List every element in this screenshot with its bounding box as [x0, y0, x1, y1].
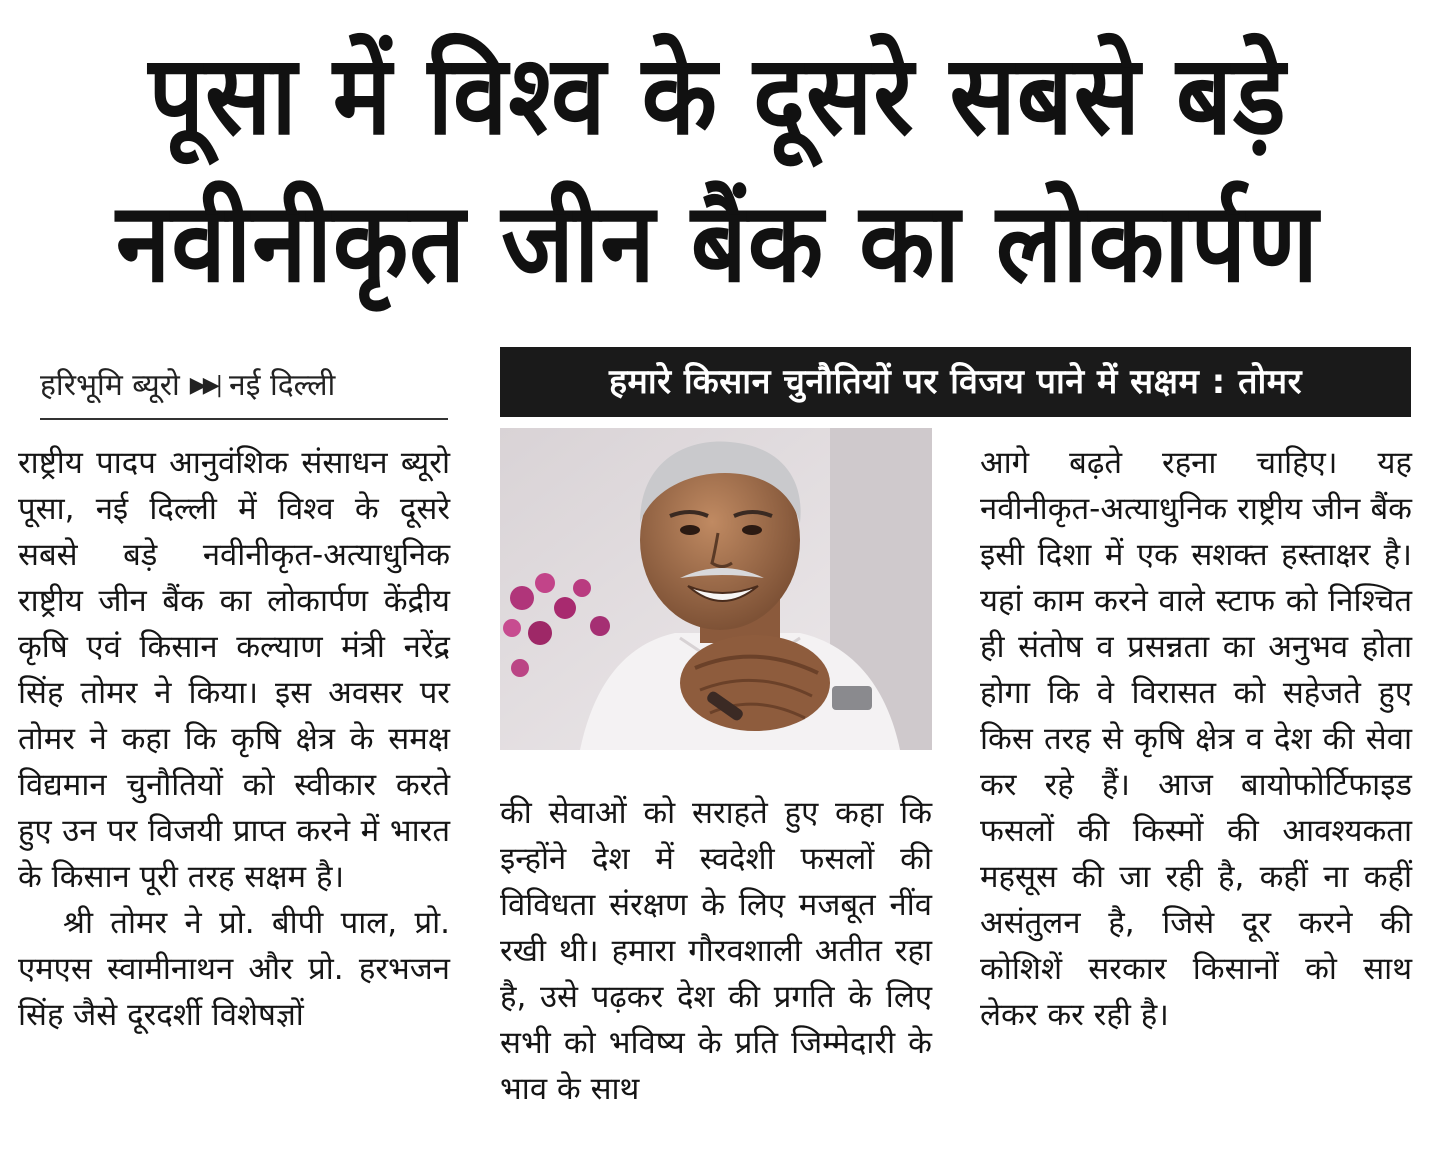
article-paragraph: श्री तोमर ने प्रो. बीपी पाल, प्रो. एमएस स्वामीनाथन और प्रो. हरभजन सिंह जैसे दूरदर्शी विशेषज्ञों	[18, 905, 450, 1033]
headline-line-1: पूसा में विश्व के दूसरे सबसे बड़े	[148, 32, 1287, 160]
byline	[40, 360, 448, 412]
byline-bureau: हरिभूमि ब्यूरो	[40, 368, 180, 403]
double-play-arrow-icon: ▶▶|	[189, 373, 220, 398]
byline-location: नई दिल्ली	[229, 368, 336, 403]
article-paragraph: की सेवाओं को सराहते हुए कहा कि इन्होंने देश में स्वदेशी फसलों की विविधता संरक्षण के लिए मजबूत नींव रखी थी। हमारा गौरवशाली अतीत रहा है, उसे पढ़कर देश की प्रगति के लिए सभी को भविष्य के प्रति जिम्मेदारी के भाव के साथ	[500, 795, 932, 1107]
article-column-1	[18, 440, 450, 1038]
headline-line-2: नवीनीकृत जीन बैंक का लोकार्पण	[116, 179, 1319, 308]
headline	[20, 22, 1415, 318]
politician-portrait-photo	[500, 428, 932, 750]
article-paragraph: आगे बढ़ते रहना चाहिए। यह नवीनीकृत-अत्याधुनिक राष्ट्रीय जीन बैंक इसी दिशा में एक सशक्त हस्ताक्षर है। यहां काम करने वाले स्टाफ को निश्चित ही संतोष व प्रसन्नता का अनुभव होता होगा कि वे विरासत को सहेजते हुए किस तरह से कृषि क्षेत्र व देश की सेवा कर रहे हैं। आज बायोफोर्टिफाइड फसलों की किस्मों की आवश्यकता महसूस की जा रही है, कहीं ना कहीं असंतुलन है, जिसे दूर करने की कोशिशें सरकार किसानों को साथ लेकर कर रही है।	[980, 445, 1412, 1033]
subheadline-banner: हमारे किसान चुनौतियों पर विजय पाने में सक्षम : तोमर	[500, 347, 1411, 417]
article-column-3	[980, 440, 1412, 1038]
article-column-2	[500, 790, 932, 1112]
article-paragraph: राष्ट्रीय पादप आनुवंशिक संसाधन ब्यूरो पूसा, नई दिल्ली में विश्व के दूसरे सबसे बड़े नवीनीकृत-अत्याधुनिक राष्ट्रीय जीन बैंक का लोकार्पण केंद्रीय कृषि एवं किसान कल्याण मंत्री नरेंद्र सिंह तोमर ने किया। इस अवसर पर तोमर ने कहा कि कृषि क्षेत्र के समक्ष विद्यमान चुनौतियों को स्वीकार करते हुए उन पर विजयी प्राप्त करने में भारत के किसान पूरी तरह सक्षम है।	[18, 445, 450, 895]
byline-divider	[40, 418, 448, 420]
